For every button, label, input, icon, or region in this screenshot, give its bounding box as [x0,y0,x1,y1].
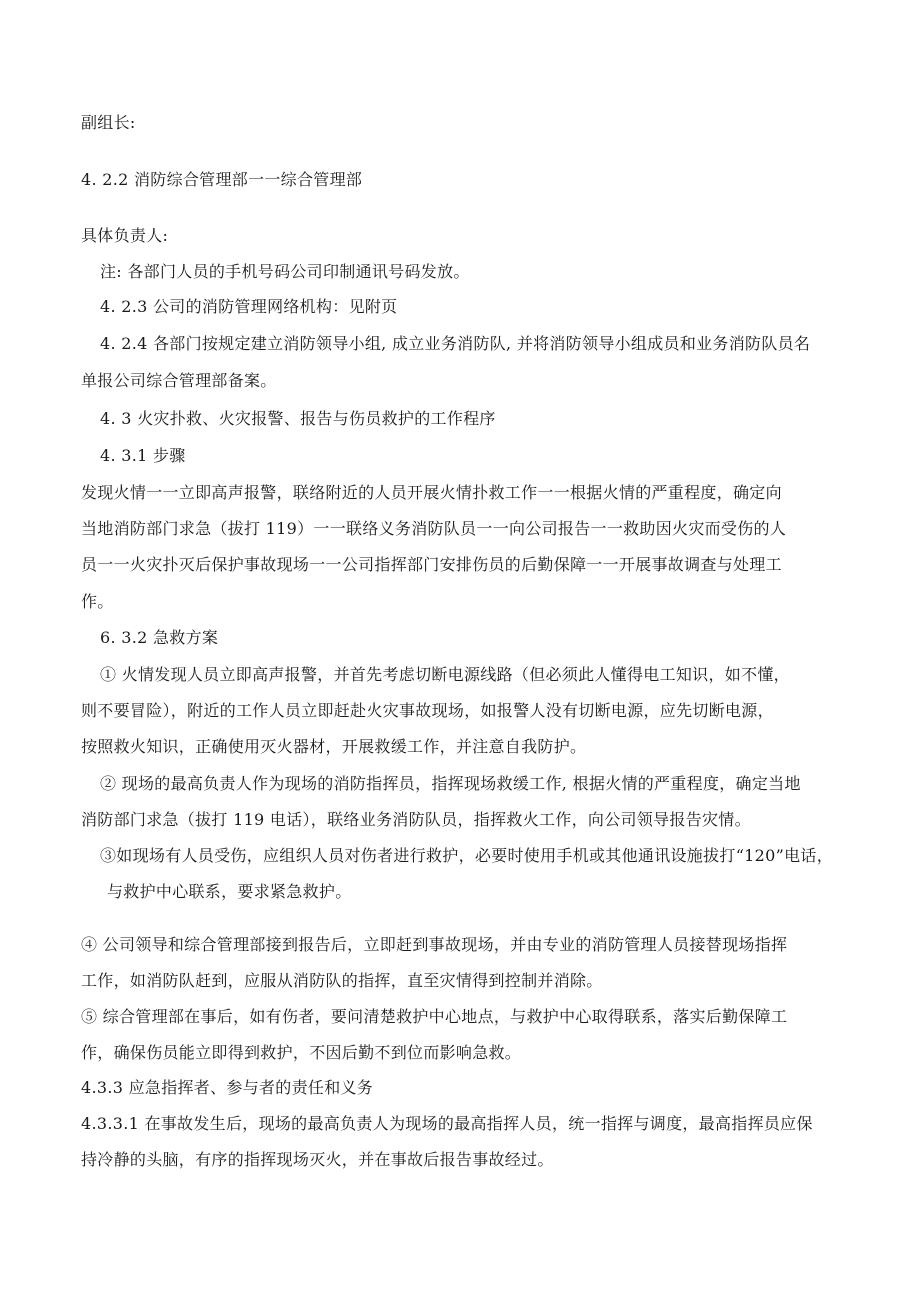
note-line: 注: 各部门人员的手机号码公司印制通讯号码发放。 [100,262,470,281]
item-1-line-3: 按照救火知识，正确使用灭火器材，开展救缓工作，并注意自我防护。 [81,737,587,756]
section-4-3-3-heading: 4.3.3 应急指挥者、参与者的责任和义务 [81,1078,374,1097]
section-4-2-3-line: 4. 2.3 公司的消防管理网络机构：见附页 [100,297,398,316]
section-4-3-3-1-line-1: 4.3.3.1 在事故发生后，现场的最高负责人为现场的最高指挥人员，统一指挥与调度，最高指挥员应保 [81,1114,813,1133]
item-3-line-2: 与救护中心联系，要求紧急救护。 [107,882,352,901]
item-3-line-1: ③如现场有人员受伤，应组织人员对伤者进行救护，必要时使用手机或其他通讯设施拔打“120”电话， [100,846,833,865]
section-4-3-3-1-line-2: 持冷静的头脑，有序的指挥现场灭火，并在事故后报告事故经过。 [81,1150,554,1169]
item-2-line-2: 消防部门求急（拔打 119 电话），联络业务消防队员，指挥救火工作，向公司领导报告灾情。 [81,810,751,829]
section-4-3-1-heading: 4. 3.1 步骤 [100,446,186,465]
item-5-line-1: ⑤ 综合管理部在事后，如有伤者，要问清楚救护中心地点，与救护中心取得联系，落实后勤保障工 [81,1007,788,1026]
section-4-2-2-heading: 4. 2.2 消防综合管理部一一综合管理部 [81,170,363,189]
section-4-2-4-line-2: 单报公司综合管理部备案。 [81,371,277,390]
steps-line-4: 作。 [81,592,114,611]
steps-line-2: 当地消防部门求急（拔打 119）一一联络义务消防队员一一向公司报告一一救助因火灾而受伤的人 [81,519,787,538]
item-4-line-1: ④ 公司领导和综合管理部接到报告后，立即赶到事故现场，并由专业的消防管理人员接替现场指挥 [81,935,788,954]
steps-line-3: 员一一火灾扑灭后保护事故现场一一公司指挥部门安排伤员的后勤保障一一开展事故调查与处理工 [81,555,782,574]
section-4-3-heading: 4. 3 火灾扑救、火灾报警、报告与伤员救护的工作程序 [100,409,496,428]
item-2-line-1: ② 现场的最高负责人作为现场的消防指挥员，指挥现场救缓工作, 根据火情的严重程度，确定当地 [100,774,801,793]
item-5-line-2: 作，确保伤员能立即得到救护，不因后勤不到位而影响急救。 [81,1043,522,1062]
steps-line-1: 发现火情一一立即高声报警，联络附近的人员开展火情扑救工作一一根据火情的严重程度，确定向 [81,483,782,502]
item-1-line-1: ① 火情发现人员立即高声报警，并首先考虑切断电源线路（但必须此人懂得电工知识，如不懂， [100,665,790,684]
person-in-charge-label: 具体负责人: [81,226,169,245]
deputy-leader-label: 副组长: [81,113,136,132]
item-1-line-2: 则不要冒险），附近的工作人员立即赶赴火灾事故现场，如报警人没有切断电源，应先切断电源， [81,701,774,720]
item-4-line-2: 工作，如消防队赶到，应服从消防队的指挥，直至灾情得到控制并消除。 [81,971,603,990]
section-6-3-2-heading: 6. 3.2 急救方案 [100,628,219,647]
section-4-2-4-line-1: 4. 2.4 各部门按规定建立消防领导小组, 成立业务消防队, 并将消防领导小组成员和业务消防队员名 [100,334,811,353]
